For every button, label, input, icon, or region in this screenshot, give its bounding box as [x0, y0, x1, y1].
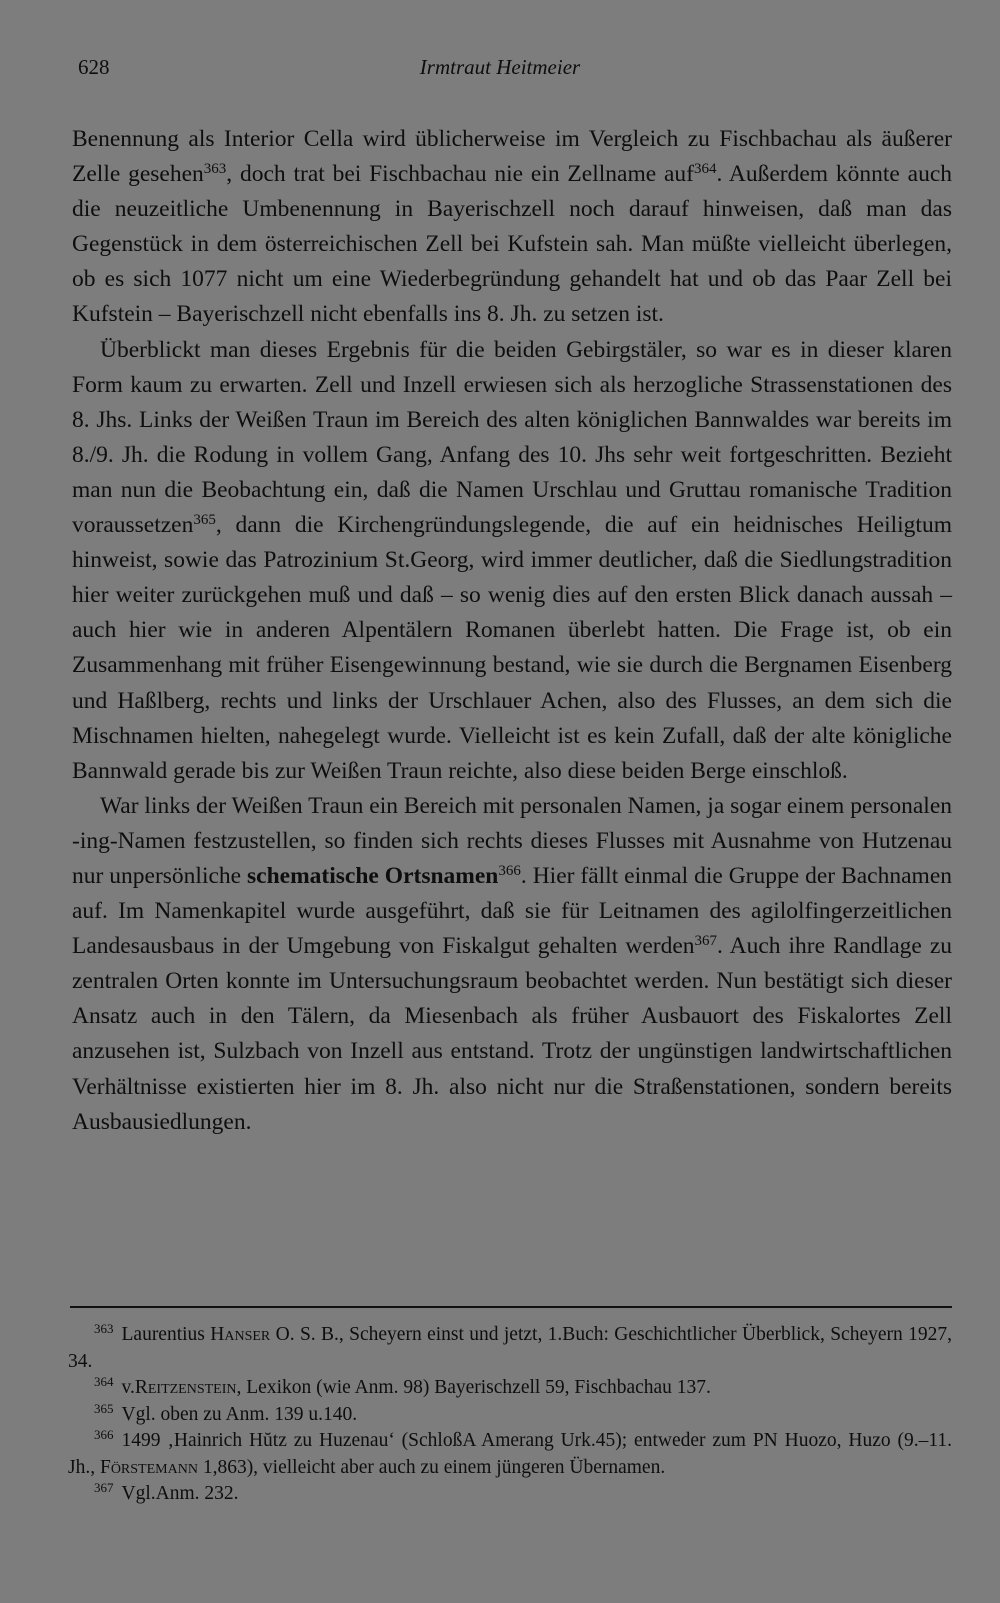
- paragraph-text: , doch trat bei Fischbachau nie ein Zellname auf: [226, 161, 694, 188]
- footnote-366: [68, 1428, 952, 1481]
- paragraph-text: , dann die Kirchengründungslegende, die auf ein heidnisches Heiligtum hinweist, sowie das Patrozinium St.Georg, wird immer deutlicher, daß die Siedlungstradition hier weiter zurückgehen muß und daß – so wenig dies auf den ersten Blick danach aussah – auch hier wie in anderen Alpentälern Romanen überlebt hatten. Die Frage ist, ob ein Zusammenhang mit früher Eisengewinnung bestand, wie sie durch die Bergnamen Eisenberg und Haßlberg, rechts und links der Urschlauer Achen, also des Flusses, an dem sich die Mischnamen hielten, nahegelegt wurde. Vielleicht ist es kein Zufall, daß der alte königliche Bannwald gerade bis zur Weißen Traun reichte, also diese beiden Berge einschloß.: [72, 512, 952, 784]
- author-name: Hanser: [210, 1324, 271, 1345]
- paragraph-1: [72, 122, 952, 333]
- footnote-number: 365: [94, 1400, 114, 1416]
- footnote-text: 1,863), vielleicht aber auch zu einem jüngeren Übernamen.: [197, 1456, 666, 1478]
- paragraph-text: Benennung als Interior Cella wird üblicherweise im Vergleich zu Fischbachau als äußerer Zelle gesehen: [72, 126, 952, 188]
- page-number: 628: [78, 55, 110, 79]
- footnote-reference: 363: [203, 161, 227, 178]
- footnote-reference: 367: [694, 933, 718, 950]
- footnote-number: 367: [94, 1480, 114, 1495]
- footnote-text: v.: [121, 1377, 135, 1398]
- footnote-text: O. S. B., Scheyern einst und jetzt, 1.Buch: Geschichtlicher Überblick, Scheyern 1927, 34.: [68, 1324, 952, 1372]
- paragraph-text: Überblickt man dieses Ergebnis für die beiden Gebirgstäler, so war es in dieser klaren Form kaum zu erwarten. Zell und Inzell erwiesen sich als herzogliche Strassenstationen des 8. Jhs. Links der Weißen Traun im Bereich des alten königlichen Bannwaldes war bereits im 8./9. Jh. die Rodung in vollem Gang, Anfang des 10. Jhs sehr weit fortgeschritten. Bezieht man nun die Beobachtung ein, daß die Namen Urschlau und Gruttau romanische Tradition voraussetzen: [72, 336, 952, 539]
- paragraph-text: . Außerdem könnte auch die neuzeitliche Umbenennung in Bayerischzell noch darauf hinweisen, daß man das Gegenstück in dem österreichischen Zell bei Kufstein sah. Man müßte vielleicht überlegen, ob es sich 1077 nicht um eine Wiederbegründung gehandelt hat und ob das Paar Zell bei Kufstein – Bayerischzell nicht ebenfalls ins 8. Jh. zu setzen ist.: [72, 161, 953, 328]
- footnote-number: 363: [94, 1321, 114, 1336]
- footnote-text: Vgl. oben zu Anm. 139 u.140.: [121, 1403, 358, 1425]
- footnote-text: 1499 ‚Hainrich Hŭtz zu Huzenau‘ (SchloßA Amerang Urk.45); entweder zum PN Huozo, Huzo (9.–11. Jh.,: [68, 1430, 952, 1478]
- footnote-reference: 364: [693, 161, 717, 178]
- footnote-text: Vgl.Anm. 232.: [121, 1483, 239, 1504]
- footnote-text: Laurentius: [121, 1324, 211, 1345]
- footnotes: [68, 1322, 952, 1508]
- footnote-separator: [70, 1306, 952, 1308]
- paragraph-3: [72, 789, 952, 1140]
- footnote-text: , Lexikon (wie Anm. 98) Bayerischzell 59, Fischbachau 137.: [236, 1377, 711, 1398]
- footnote-365: [68, 1402, 952, 1429]
- footnote-367: [68, 1481, 952, 1508]
- paragraph-text: War links der Weißen Traun ein Bereich mit personalen Namen, ja sogar einem personalen -ing-Namen festzustellen, so finden sich rechts dieses Flusses mit Ausnahme von Hutzenau nur unpersönliche: [72, 792, 952, 889]
- footnote-reference: 366: [498, 862, 521, 879]
- footnote-364: [68, 1375, 952, 1402]
- footnote-reference: 365: [193, 512, 216, 529]
- bold-term: schematische Ortsnamen: [247, 862, 499, 889]
- paragraph-text: . Auch ihre Randlage zu zentralen Orten konnte im Untersuchungsraum beobachtet werden. Nun bestätigt sich dieser Ansatz auch in den Tälern, da Miesenbach als früher Ausbauort des Fiskalortes Zell anzusehen ist, Sulzbach von Inzell aus entstand. Trotz der ungünstigen landwirtschaftlichen Verhältnisse existierten hier im 8. Jh. also nicht nur die Straßenstationen, sondern bereits Ausbausiedlungen.: [72, 933, 952, 1135]
- running-title: Irmtraut Heitmeier: [419, 55, 581, 79]
- author-name: Reitzenstein: [134, 1377, 237, 1398]
- footnote-number: 366: [94, 1427, 114, 1442]
- paragraph-text: . Hier fällt einmal die Gruppe der Bachnamen auf. Im Namenkapitel wurde ausgeführt, daß sie für Leitnamen des agilolfingerzeitlichen Landesausbaus in der Umgebung von Fiskalgut gehalten werden: [72, 862, 952, 960]
- author-name: Förstemann: [99, 1456, 198, 1478]
- page-header: [78, 55, 922, 85]
- footnote-363: [68, 1322, 952, 1375]
- body-text: [72, 122, 952, 1140]
- footnote-number: 364: [94, 1374, 114, 1389]
- paragraph-2: [72, 333, 952, 789]
